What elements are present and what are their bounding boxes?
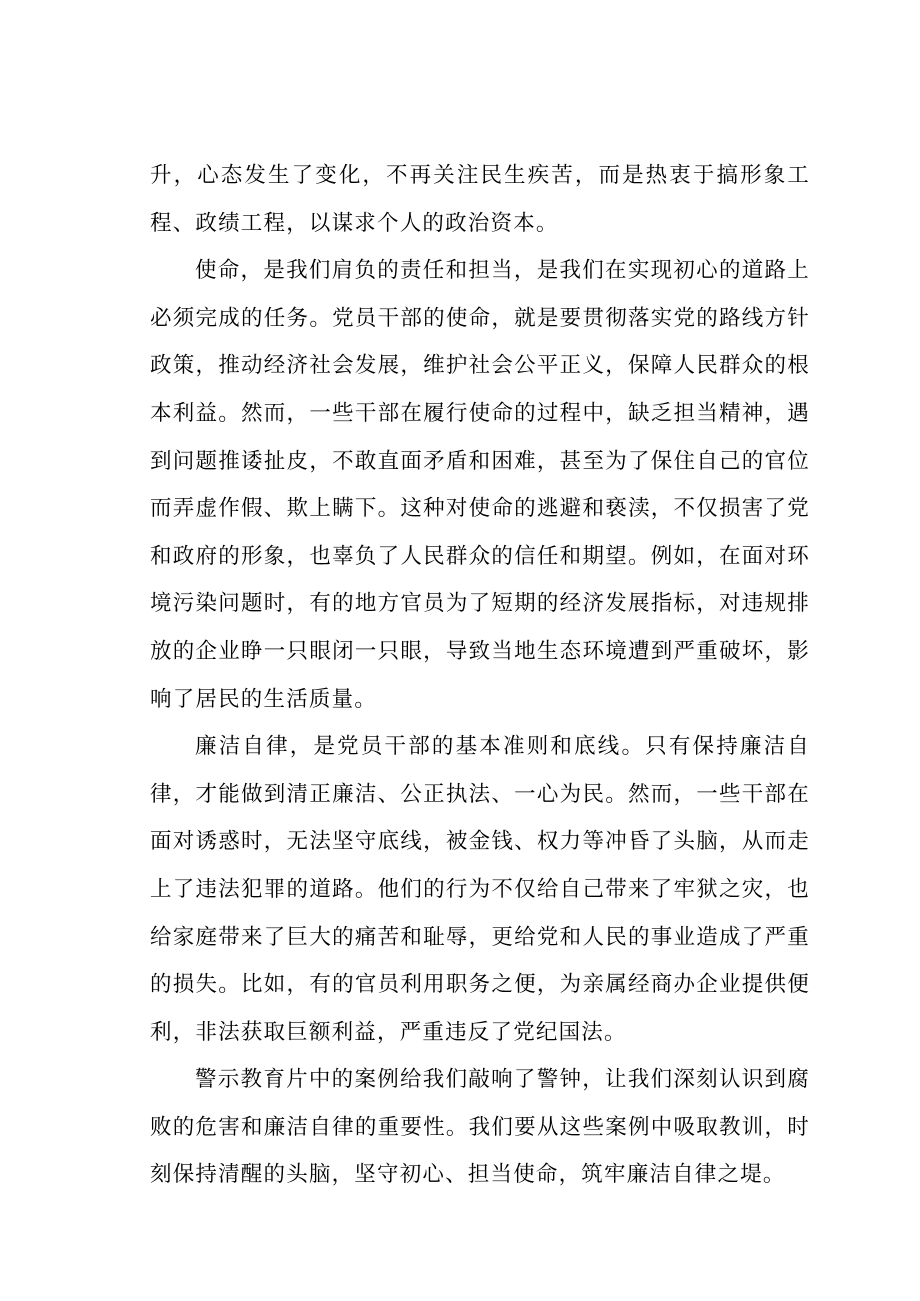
paragraph-continuation: 升，心态发生了变化，不再关注民生疾苦，而是热衷于搞形象工程、政绩工程，以谋求个人的政治资本。 [150,163,810,236]
paragraph-integrity: 廉洁自律，是党员干部的基本准则和底线。只有保持廉洁自律，才能做到清正廉洁、公正执法、一心为民。然而，一些干部在面对诱惑时，无法坚守底线，被金钱、权力等冲昏了头脑，从而走上了违法犯罪的道路。他们的行为不仅给自己带来了牢狱之灾，也给家庭带来了巨大的痛苦和耻辱，更给党和人民的事业造成了严重的损失。比如，有的官员利用职务之便，为亲属经商办企业提供便利，非法获取巨额利益，严重违反了党纪国法。 [150,734,810,1045]
paragraph-mission: 使命，是我们肩负的责任和担当，是我们在实现初心的道路上必须完成的任务。党员干部的使命，就是要贯彻落实党的路线方针政策，推动经济社会发展，维护社会公平正义，保障人民群众的根本利益。然而，一些干部在履行使命的过程中，缺乏担当精神，遇到问题推诿扯皮，不敢直面矛盾和困难，甚至为了保住自己的官位而弄虚作假、欺上瞒下。这种对使命的逃避和亵渎，不仅损害了党和政府的形象，也辜负了人民群众的信任和期望。例如，在面对环境污染问题时，有的地方官员为了短期的经济发展指标，对违规排放的企业睁一只眼闭一只眼，导致当地生态环境遭到严重破坏，影响了居民的生活质量。 [150,258,810,712]
document-body [150,152,810,1199]
paragraph-conclusion: 警示教育片中的案例给我们敲响了警钟，让我们深刻认识到腐败的危害和廉洁自律的重要性。我们要从这些案例中吸取教训，时刻保持清醒的头脑，坚守初心、担当使命，筑牢廉洁自律之堤。 [150,1067,810,1188]
